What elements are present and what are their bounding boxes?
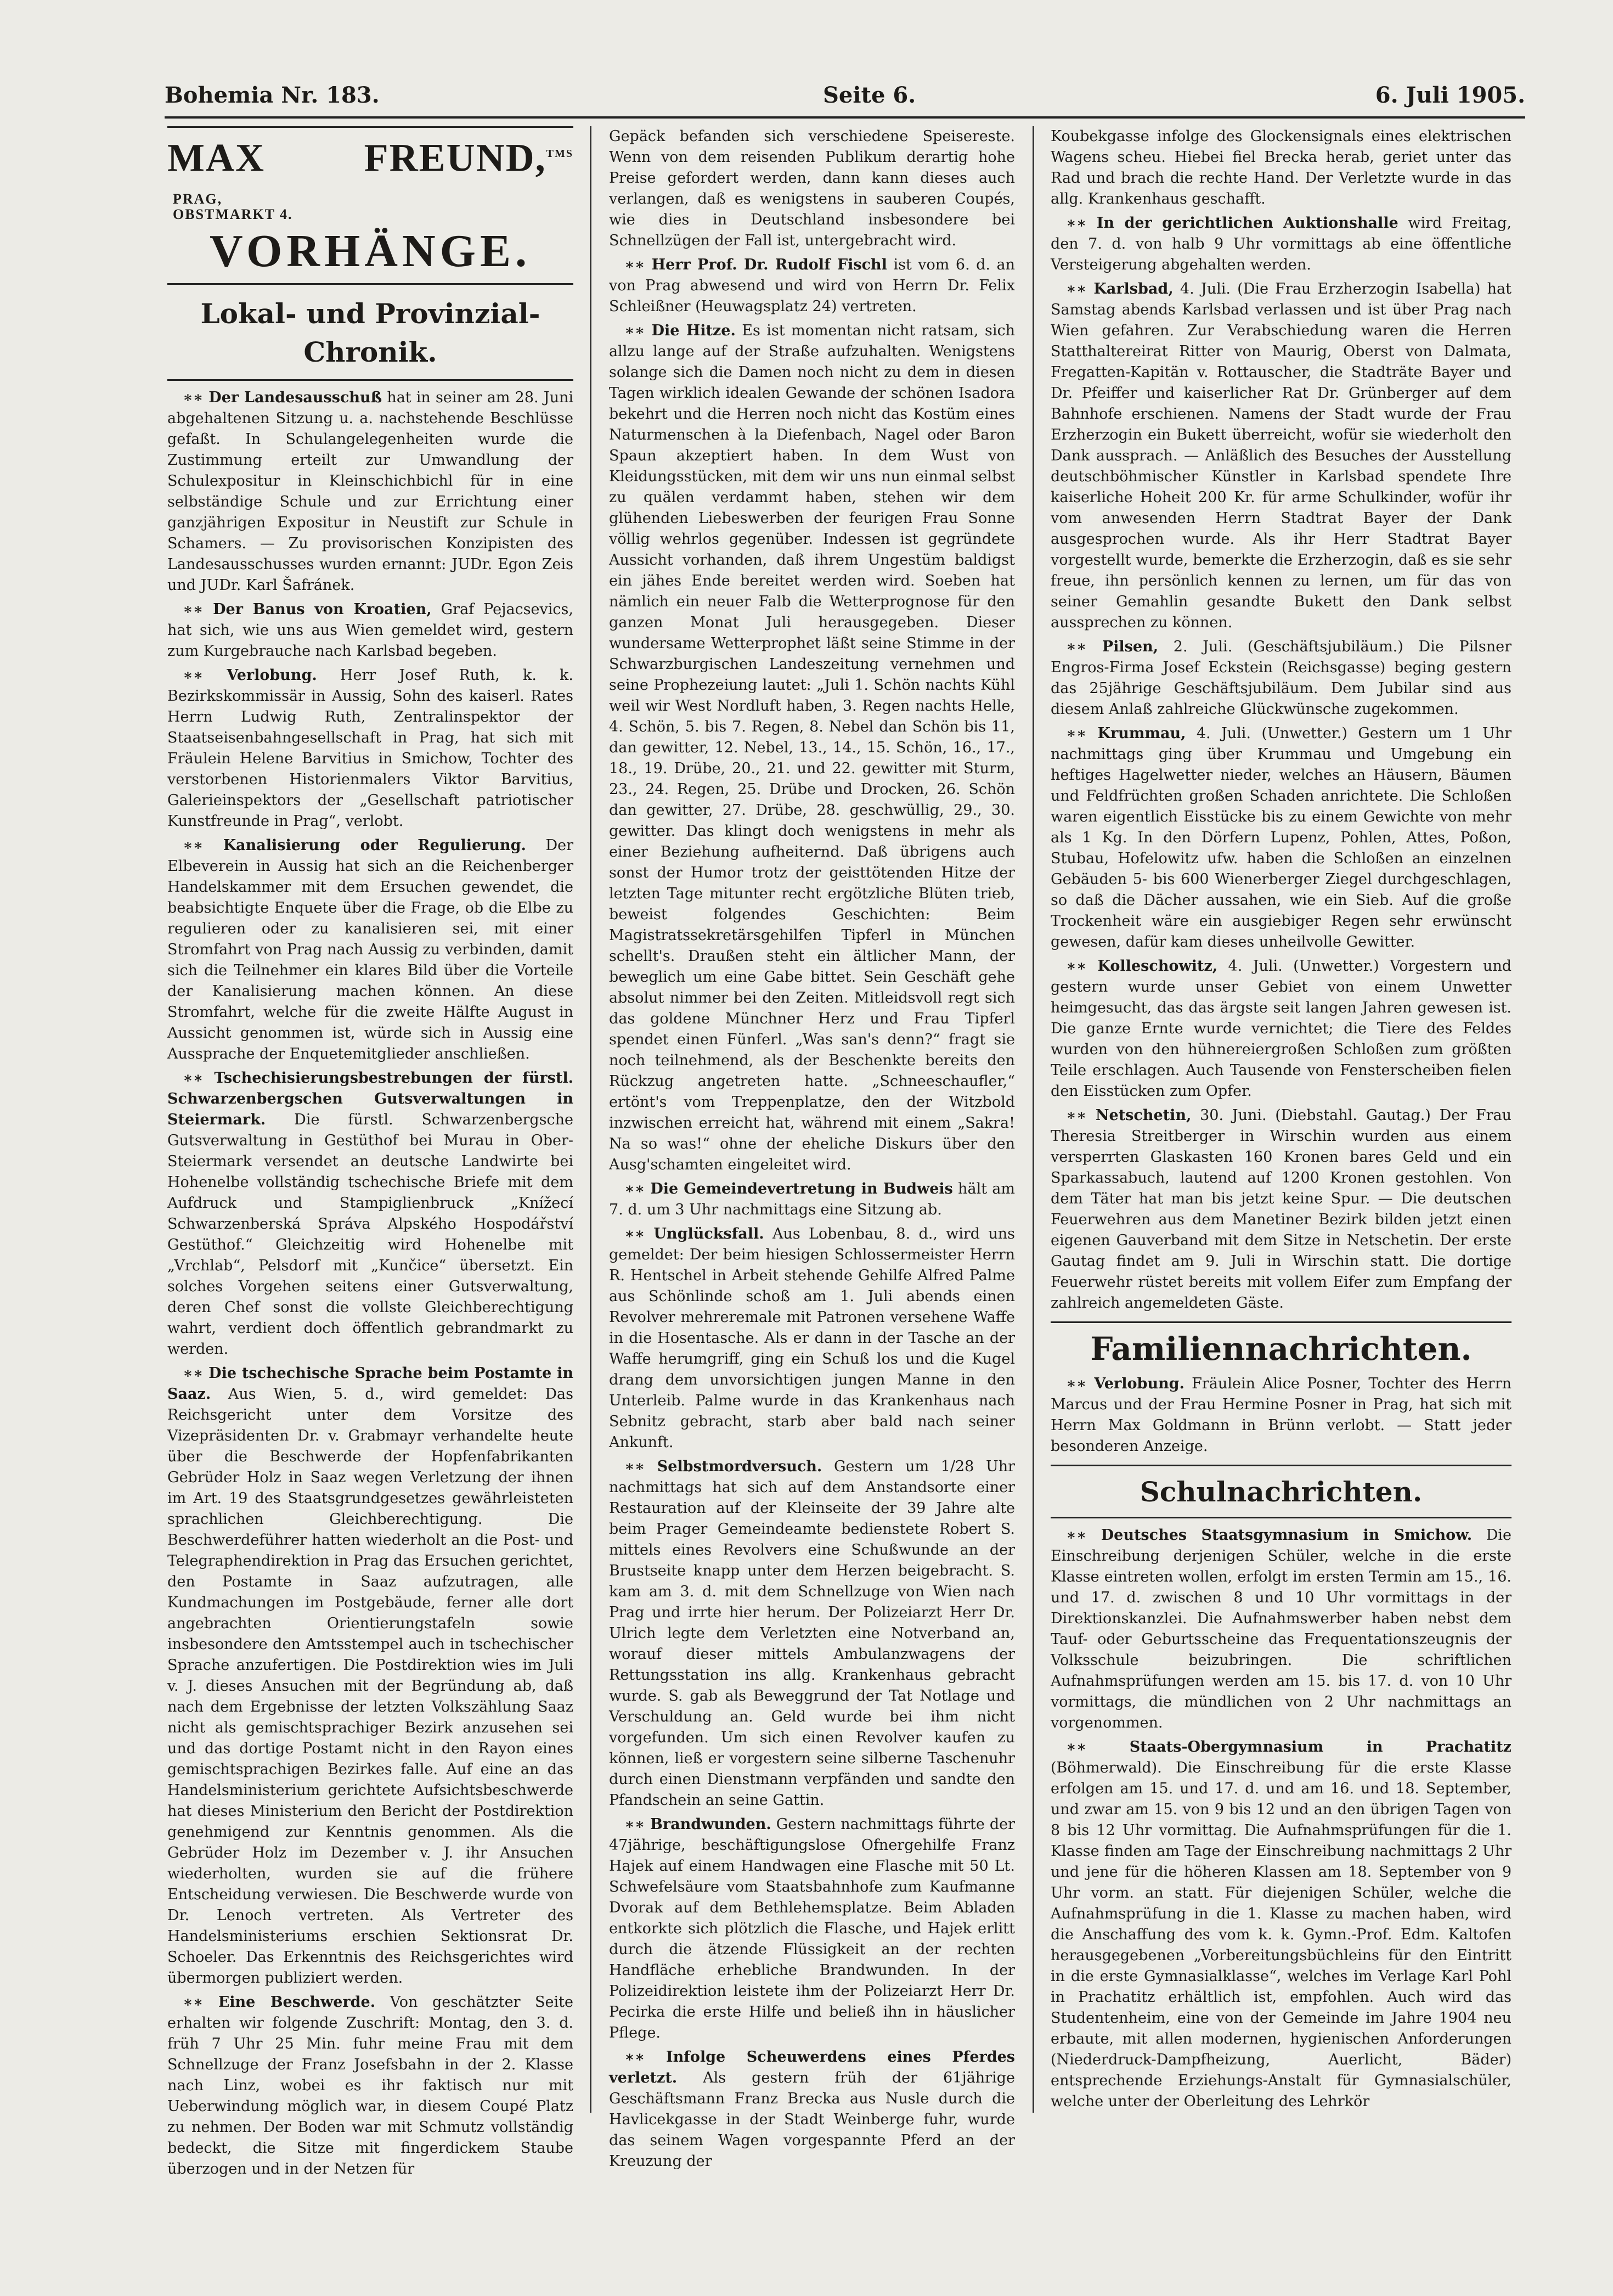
article-title: Der Landesausschuß (208, 389, 382, 407)
article-body: Von geschätzter Seite erhalten wir folgende Zuschrift: Montag, den 3. d. früh 7 Uhr 25 Min. fuhr meine Frau mit dem Schnellzuge der Franz Josefsbahn in der 2. Klasse nach Linz, wobei es ihr faktisch nur mit Ueberwindung möglich war, in diesem Coupé Platz zu nehmen. Der Boden war mit Schmutz vollständig bedeckt, die Sitze mit fingerdickem Staube überzogen und in der Netzen für (167, 1994, 573, 2178)
ad-city: PRAG, (173, 190, 223, 207)
article-title: Kolleschowitz, (1097, 958, 1218, 975)
column-rule (1033, 126, 1034, 2113)
article-title: Selbstmordversuch. (657, 1458, 822, 1475)
column-2 (609, 126, 1015, 2170)
article (1051, 1105, 1512, 1314)
article-body: Aus Lobenbau, 8. d., wird uns gemeldet: Der beim hiesigen Schlossermeister Herrn R. Hentschel in Arbeit stehende Gehilfe Alfred Palme aus Schönlinde schoß am 1. Juli abends einen Revolver mehreremale mit Patronen versehene Waffe in die Hosentasche. Als er dann in der Tasche an der Waffe herumgriff, ging ein Schuß los und die Kugel drang dem unvorsichtigen jungen Manne in den Unterleib. Palme wurde in das Krankenhaus nach Sebnitz gebracht, starb aber bald nach seiner Ankunft. (609, 1225, 1015, 1451)
article (1051, 1737, 1512, 2112)
article-list (1051, 1525, 1512, 2112)
article (167, 665, 573, 832)
article-marker: ∗∗ (1066, 1527, 1101, 1544)
article-marker: ∗∗ (1066, 215, 1097, 232)
article-marker: ∗∗ (624, 1458, 657, 1475)
article-marker: ∗∗ (1066, 280, 1094, 297)
article-title: Eine Beschwerde. (218, 1994, 376, 2011)
article-marker: ∗∗ (624, 322, 652, 339)
section-rule (1051, 1465, 1512, 1466)
section-rule (167, 379, 573, 381)
article-title: Brandwunden. (650, 1816, 771, 1833)
article (1051, 1374, 1512, 1457)
article-title: Netschetin, (1095, 1107, 1192, 1124)
article-marker: ∗∗ (624, 1180, 651, 1197)
article (167, 1992, 573, 2180)
article-body: Gestern um 1/28 Uhr nachmittags hat sich auf dem Anstandsorte einer Restauration auf der Kleinseite der 39 Jahre alte beim Prager Gemeindeamte bedienstete Robert S. mittels eines Revolvers eine Schußwunde an der Brustseite knapp unter dem Herzen beigebracht. S. kam am 3. d. mit dem Schnellzuge von Wien nach Prag und irrte hier herum. Der Polizeiarzt Herr Dr. Ulrich legte dem Verletzten eine Notverband an, worauf dieser mittels Ambulanzwagens der Rettungsstation ins allg. Krankenhaus gebracht wurde. S. gab als Beweggrund der Tat Notlage und Verschuldung an. Geld wurde bei ihm nicht vorgefunden. Um sich einen Revolver kaufen zu können, ließ er vorgestern seine silberne Taschenuhr durch einen Dienstmann verpfänden und sandte den Pfandschein an seine Gattin. (609, 1458, 1015, 1809)
article (609, 1814, 1015, 2044)
ad-trademark: TMS (546, 148, 573, 160)
article (167, 1363, 573, 1989)
article (609, 255, 1015, 317)
section-heading-schule: Schulnachrichten. (1140, 1476, 1423, 1508)
article-title: Die Hitze. (651, 322, 736, 339)
article-body: Die fürstl. Schwarzenbergsche Gutsverwaltung in Gestüthof bei Murau in Ober-Steiermark versendet an deutsche Landwirte bei Hohenelbe vollständig tschechische Briefe mit dem Aufdruck und Stampiglienbruck „Knížecí Schwarzenberská Správa Alpského Hospodářství Gestüthof.“ Gleichzeitig wird Hohenelbe mit „Vrchlab“, Pelsdorf mit „Kunčice“ übersetzt. Ein solches Vorgehen seitens einer Gutsverwaltung, deren Chef sonst die vollste Gleichberechtigung wahrt, verdient doch öffentlich gebrandmarkt zu werden. (167, 1111, 573, 1358)
article-body: Gepäck befanden sich verschiedene Speisereste. Wenn von dem reisenden Publikum derartig hohe Preise gefordert werden, dann kann dieses auch verlangen, daß es wenigstens in sauberen Coupés, wie dies in Deutschland insbesondere bei Schnellzügen der Fall ist, untergebracht wird. (609, 128, 1015, 249)
article-title: Tschechisierungsbestrebungen der fürstl. Schwarzenbergschen Gutsverwaltungen in Steiermark. (167, 1070, 573, 1129)
article-marker: ∗∗ (1066, 1375, 1095, 1392)
article-body: 4. Juli. (Unwetter.) Vorgestern und gestern wurde unser Gebiet von einem Unwetter heimgesucht, das das ärgste seit langen Jahren gewesen ist. Die ganze Ernte wurde vernichtet; die Tiere des Feldes wurden von den hühnereiergroßen Schloßen zum größten Teile erschlagen. Auch Tausende von Fensterscheiben fielen den Eisstücken zum Opfer. (1051, 958, 1512, 1100)
article-marker: ∗∗ (183, 1994, 218, 2011)
article-body: Aus Wien, 5. d., wird gemeldet: Das Reichsgericht unter dem Vorsitze des Vizepräsidenten Dr. v. Grabmayr verhandelte heute über die Beschwerde der Hopfenfabrikanten Gebrüder Holz in Saaz wegen Verletzung der ihnen im Art. 19 des Staatsgrundgesetzes gewährleisteten sprachlichen Gleichberechtigung. Die Beschwerdeführer hatten wiederholt an die Post- und Telegraphendirektion in Prag das Ersuchen gerichtet, den Postamte in Saaz aufzutragen, alle Kundmachungen im Postgebäude, ferner alle dort angebrachten Orientierungstafeln sowie insbesondere den Amtsstempel auch in tschechischer Sprache anzufertigen. Die Postdirektion wies im Juli v. J. dieses Ansuchen mit der Begründung ab, daß nach dem Ergebnisse der letzten Volkszählung Saaz nicht als gemischtsprachiger Bezirk anzusehen sei und das dortige Postamt nicht in den Rayon eines gemischtsprachigen Bezirkes falle. Auf eine an das Handelsministerium gerichtete Aufsichtsbeschwerde hat dieses Ministerium den Bericht der Postdirektion genehmigend zur Kenntnis genommen. Als die Gebrüder Holz im Dezember v. J. ihr Ansuchen wiederholten, wurden sie auf die frühere Entscheidung verwiesen. Die Beschwerde wurde von Dr. Lenoch vertreten. Als Vertreter des Handelsministeriums erschien Sektionsrat Dr. Schoeler. Das Erkenntnis des Reichsgerichtes wird übermorgen publiziert werden. (167, 1386, 573, 1987)
article-title: Karlsbad, (1093, 280, 1174, 297)
article-marker: ∗∗ (624, 256, 652, 273)
article-marker: ∗∗ (183, 667, 227, 684)
article (167, 1068, 573, 1360)
article-body: Herr Josef Ruth, k. k. Bezirkskommissär in Aussig, Sohn des kaiserl. Rates Herrn Ludwig Ruth, Zentralinspektor der Staatseisenbahngesellschaft in Prag, hat sich mit Fräulein Helene Barvitius in Smichow, Tochter des verstorbenen Historienmalers Viktor Barvitius, Galerieinspektors der „Gesellschaft patriotischer Kunstfreunde in Prag“, verlobt. (167, 667, 573, 830)
article-marker: ∗∗ (183, 837, 223, 854)
section-heading-chronik: Lokal- und Provinzial-Chronik. (200, 297, 540, 369)
article (1051, 723, 1512, 953)
advertisement (167, 126, 573, 285)
article-marker: ∗∗ (624, 1225, 654, 1242)
article-body: Fräulein Alice Posner, Tochter des Herrn Marcus und der Frau Hermine Posner in Prag, hat sich mit Herrn Max Goldmann in Brünn verlobt. — Statt jeder besonderen Anzeige. (1051, 1375, 1512, 1455)
article-title: In der gerichtlichen Auktionshalle (1096, 215, 1398, 232)
column-1 (167, 126, 574, 2178)
article (609, 1456, 1015, 1811)
article-body: 4. Juli. (Die Frau Erzherzogin Isabella) hat Samstag abends Karlsbad verlassen und ist über Prag nach Wien gefahren. Zur Verabschiedung waren die Herren Statthaltereirat Ritter von Maurig, Oberst von Dalmata, Fregatten-Kapitän v. Rottauscher, die Stadträte Bayer und Dr. Pfeiffer und kaiserlicher Rat Dr. Grünberger auf dem Bahnhofe erschienen. Namens der Stadt wurde der Frau Erzherzogin ein Bukett überreicht, wofür sie wiederholt den Dank aussprach. — Anläßlich des Besuches der Ausstellung deutschböhmischer Künstler in Karlsbad spendete Ihre kaiserliche Hoheit 200 Kr. für arme Schulkinder, wofür ihr vom anwesenden Herrn Stadtrat Bayer der Dank ausgesprochen wurde. Als ihr Herr Stadtrat Bayer vorgestellt wurde, bemerkte die Erzherzogin, daß es sie sehr freue, ihn persönlich kennen zu lernen, um für das von seiner Gemahlin gesandte Bukett den Dank selbst aussprechen zu können. (1051, 280, 1512, 631)
article-list (609, 126, 1015, 2172)
article-body: Es ist momentan nicht ratsam, sich allzu lange auf der Straße aufzuhalten. Wenigstens solange sich die Damen noch nicht zu dem in diesen Tagen wirklich idealen Gewande der schönen Isadora bekehrt und die Herren noch nicht das Kostüm eines Naturmenschen à la Diefenbach, Nagel oder Baron Spaun akzeptiert haben. In dem Wust von Kleidungsstücken, mit dem wir uns nun einmal selbst zu quälen verdammt haben, stehen wir dem glühenden Liebeswerben der feurigen Frau Sonne völlig wehrlos gegenüber. Indessen ist gegründete Aussicht vorhanden, daß ihrem Ungestüm baldigst ein jähes Ende bereitet werden wird. Soeben hat nämlich ein neuer Falb die Wetterprognose für den ganzen Monat Juli herausgegeben. Dieser wundersame Wetterprophet läßt seine Stimme in der Schwarzburgischen Landeszeitung vernehmen und seine Prophezeiung lautet: „Juli 1. Schön nachts Kühl weil wir West Nordluft haben, 3. Regen nachts Helle, 4. Schön, 5. bis 7. Regen, 8. Nebel dan Schön bis 11, dan gewitter, 12. Nebel, 13., 14., 15. Schön, 16., 17., 18., 19. Drübe, 20., 21. und 22. gewitter mit Sturm, 23., 24. Regen, 25. Drübe und Drocken, 26. Schön dan gewitter, 27. Drübe, 28. geschwüllig, 29., 30. gewitter. Das klingt doch wenigstens in mehr als einer Beziehung aufheiternd. Daß übrigens auch sonst der Humor trotz der geisttötenden Hitze der letzten Tage mitunter recht ergötzliche Blüten trieb, beweist folgendes Geschichten: Beim Magistratssekretärsgehilfen Tipferl in München schellt's. Draußen steht ein ältlicher Mann, der beweglich um eine Gabe bittet. Sein Geschäft gehe absolut nimmer bei den Zeiten. Mitleidsvoll regt sich das goldene Münchner Herz und Frau Tipferl spendet einen Fünferl. „Was san's denn?“ fragt sie noch teilnehmend, als der Beschenkte bereits den Rückzug angetreten hatte. „Schneeschaufler,“ ertönt's vom Treppenplatze, den der Witzbold inzwischen erreicht hat, während mit einem „Sakra! Na so was!“ ohne der eheliche Diskurs über den Ausg'schamten eingeleitet wird. (609, 322, 1015, 1173)
article-title: Verlobung. (227, 667, 317, 684)
article (609, 1224, 1015, 1453)
article (167, 599, 573, 662)
article-marker: ∗∗ (1066, 1738, 1130, 1755)
article-marker: ∗∗ (624, 1816, 651, 1833)
section-rule (1051, 1321, 1512, 1323)
article-body: Der Elbeverein in Aussig hat sich an die Reichenberger Handelskammer mit dem Ersuchen gewendet, die beabsichtigte Enquete über die Frage, ob die Elbe zu regulieren oder zu kanalisieren sei, mit einer Stromfahrt von Prag nach Aussig zu verbinden, damit sich die Teilnehmer ein klares Bild über die Vorteile der Kanalisierung machen können. An diese Stromfahrt, welche für die zweite Hälfte August in Aussicht genommen ist, würde sich in Aussig eine Aussprache der Enquetemitglieder anschließen. (167, 837, 574, 1063)
article-body: Koubekgasse infolge des Glockensignals eines elektrischen Wagens scheu. Hiebei fiel Brecka herab, geriet unter das Rad und brach die rechte Hand. Der Verletzte wurde in das allg. Krankenhaus geschafft. (1051, 128, 1512, 207)
article (609, 1179, 1015, 1220)
article (1051, 1525, 1512, 1734)
ad-street: OBSTMARKT 4. (173, 206, 293, 222)
article (167, 387, 573, 596)
article-body: Die Einschreibung derjenigen Schüler, welche in die erste Klasse eintreten wollen, erfolgt im ersten Termin am 15., 16. und 17. d. zwischen 8 und 10 Uhr vormittags in der Direktionskanzlei. Die Aufnahmswerber haben nebst dem Tauf- oder Geburtsscheine das Frequentationszeugnis der Volksschule beizubringen. Die schriftlichen Aufnahmsprüfungen werden am 15. bis 17. d. von 10 Uhr vormittags, die mündlichen von 2 Uhr nachmittags an vorgenommen. (1051, 1527, 1512, 1731)
article-body: 4. Juli. (Unwetter.) Gestern um 1 Uhr nachmittags ging über Krummau und Umgebung ein heftiges Hagelwetter nieder, welches an Häusern, Bäumen und Feldfrüchten großen Schaden anrichtete. Die Schloßen waren eigentlich Eisstücke bis zu einem Gewichte von mehr als 1 Kg. In den Dörfern Lupenz, Pohlen, Attes, Poßon, Stubau, Hofelowitz ufw. haben die Schloßen an einzelnen Gebäuden 5- bis 600 Wienerberger Ziegel durchgeschlagen, so daß die Dächer aussahen, wie ein Sieb. Auf die große Trockenheit wäre ein ausgiebiger Regen sehr erwünscht gewesen, dafür kam dieses unheilvolle Gewitter. (1051, 725, 1512, 950)
page-number: Seite 6. (823, 82, 916, 108)
article-title: Unglücksfall. (653, 1225, 764, 1242)
article-body: Graf Pejacsevics, hat sich, wie uns aus Wien gemeldet wird, gestern zum Kurgebrauche nach Karlsbad begeben. (167, 601, 573, 660)
section-heading-familie: Familiennachrichten. (1090, 1330, 1472, 1368)
column-rule (590, 126, 591, 2113)
article-body: ist vom 6. d. an von Prag abwesend und wird von Herrn Dr. Felix Schleißner (Heuwagsplatz 24) vertreten. (609, 256, 1015, 315)
ad-address (173, 192, 293, 222)
article (1051, 279, 1512, 633)
article-body: (Böhmerwald). Die Einschreibung für die erste Klasse erfolgen am 15. und 17. d. und am 16. und 18. September, und zwar am 15. von 9 bis 12 und an den übrigen Tagen von 8 bis 12 Uhr vormittag. Die Aufnahmsprüfungen für die 1. Klasse finden am Tage der Einschreibung nachmittags 2 Uhr und jene für die höheren Klassen am 18. September von 9 Uhr vorm. an statt. Für diejenigen Schüler, welche die Aufnahmsprüfung in die 1. Klasse zu machen haben, wird die Anschaffung des vom k. k. Gymn.-Prof. Edm. Kaltofen herausgegebenen „Vorbereitungsbüchleins für den Eintritt in die erste Gymnasialklasse“, welches im Verlage Karl Pohl in Prachatitz erhältlich ist, empfohlen. Auch wird das Studentenheim, eine von der Gemeinde im Jahre 1904 neu erbaute, mit allen modernen, hygienischen Anforderungen (Niederdruck-Dampfheizung, Auerlicht, Bäder) entsprechende Erziehungs-Anstalt für Gymnasialschüler, welche unter der Oberleitung des Lehrkör (1051, 1759, 1512, 2110)
article-marker: ∗∗ (1066, 958, 1098, 975)
article-body: hält am 7. d. um 3 Uhr nachmittags eine Sitzung ab. (609, 1180, 1015, 1218)
column-3 (1051, 126, 1512, 2113)
article-title: Die Gemeindevertretung in Budweis (650, 1180, 953, 1197)
issue-date: 6. Juli 1905. (1375, 82, 1525, 108)
article-marker: ∗∗ (1066, 725, 1098, 742)
article-body: Gestern nachmittags führte der 47jährige, beschäftigungslose Ofnergehilfe Franz Hajek auf einem Handwagen eine Flasche mit 50 Lt. Schwefelsäure vom Staatsbahnhofe zum Kaufmanne Dvorak auf dem Bethlehemsplatze. Beim Abladen entkorkte sich plötzlich die Flasche, und Hajek erlitt durch die ätzende Flüssigkeit an der rechten Handfläche erhebliche Brandwunden. In der Polizeidirektion leistete ihm der Polizeiarzt Herr Dr. Pecirka die erste Hilfe und beließ ihn in häuslicher Pflege. (609, 1816, 1015, 2041)
article-title: Kanalisierung oder Regulierung. (223, 837, 526, 854)
article (167, 835, 573, 1065)
article-title: Herr Prof. Dr. Rudolf Fischl (651, 256, 887, 273)
article-title: Der Banus von Kroatien, (213, 601, 432, 618)
article-title: Staats-Obergymnasium in Prachatitz (1129, 1738, 1512, 1755)
article-marker: ∗∗ (183, 1365, 209, 1382)
article-body: wird Freitag, den 7. d. von halb 9 Uhr vormittags ab eine öffentliche Versteigerung abgehalten werden. (1051, 215, 1512, 273)
article-list (1051, 126, 1512, 1314)
article (1051, 126, 1512, 210)
section-rule (1051, 1517, 1512, 1518)
article-body: 30. Juni. (Diebstahl. Gautag.) Der Frau Theresia Streitberger in Wirschin wurden aus einem versperrten Glaskasten 160 Kronen bares Geld und ein Sparkassabuch, lautend auf 1200 Kronen gestohlen. Von dem Täter hat man bis jetzt keine Spur. — Die deutschen Feuerwehren aus dem Manetiner Bezirk bilden jetzt einen eigenen Gauverband mit dem Sitze in Netschetin. Der erste Gautag findet am 9. Juli in Wirschin statt. Die dortige Feuerwehr rüstet bereits mit vollem Eifer zum Empfang der zahlreich angemeldeten Gäste. (1051, 1107, 1512, 1312)
article-list (167, 387, 573, 2180)
article-title: Pilsen, (1102, 638, 1159, 655)
article-title: Krummau, (1097, 725, 1186, 742)
article-marker: ∗∗ (183, 389, 209, 407)
article-list (1051, 1374, 1512, 1457)
ad-product: VORHÄNGE. (209, 226, 531, 277)
article-title: Die tschechische Sprache beim Postamte in Saaz. (167, 1365, 573, 1403)
article-marker: ∗∗ (183, 601, 213, 618)
article (609, 126, 1015, 251)
article-body: Als gestern früh der 61jährige Geschäftsmann Franz Brecka aus Nusle durch die Havlicekgasse in der Stadt Weinberge fuhr, wurde das seinem Wagen vorgespannte Pferd an der Kreuzung der (609, 2069, 1015, 2170)
ad-company-name: MAX FREUND, (167, 136, 546, 180)
article-title: Verlobung. (1094, 1375, 1185, 1392)
article-marker: ∗∗ (1066, 638, 1102, 655)
article-marker: ∗∗ (1066, 1107, 1096, 1124)
article-body: hat in seiner am 28. Juni abgehaltenen Sitzung u. a. nachstehende Beschlüsse gefaßt. In Schulangelegenheiten wurde die Zustimmung erteilt zur Umwandlung der Schulexpositur in Kleinschichbichl für in eine selbständige Schule und zur Errichtung einer ganzjährigen Expositur in Neustift zur Schule in Schamers. — Zu provisorischen Konzipisten des Landesausschusses wurden ernannt: JUDr. Egon Zeis und JUDr. Karl Šafránek. (167, 389, 573, 594)
masthead-issue: Bohemia Nr. 183. (165, 82, 380, 108)
article-marker: ∗∗ (183, 1070, 215, 1087)
article-title: Deutsches Staatsgymnasium in Smichow. (1101, 1527, 1473, 1544)
article (1051, 637, 1512, 720)
article (1051, 213, 1512, 275)
article (609, 320, 1015, 1175)
article-marker: ∗∗ (624, 2049, 666, 2066)
article-body: 2. Juli. (Geschäftsjubiläum.) Die Pilsner Engros-Firma Josef Eckstein (Reichsgasse) beging gestern das 25jährige Geschäftsjubiläum. Dem Jubilar sind aus diesem Anlaß zahlreiche Glückwünsche zugekommen. (1051, 638, 1512, 718)
article-title: Infolge Scheuwerdens eines Pferdes verletzt. (609, 2049, 1015, 2086)
article (1051, 956, 1512, 1102)
page-header (165, 77, 1525, 115)
header-rule (165, 116, 1525, 119)
article (609, 2047, 1015, 2172)
